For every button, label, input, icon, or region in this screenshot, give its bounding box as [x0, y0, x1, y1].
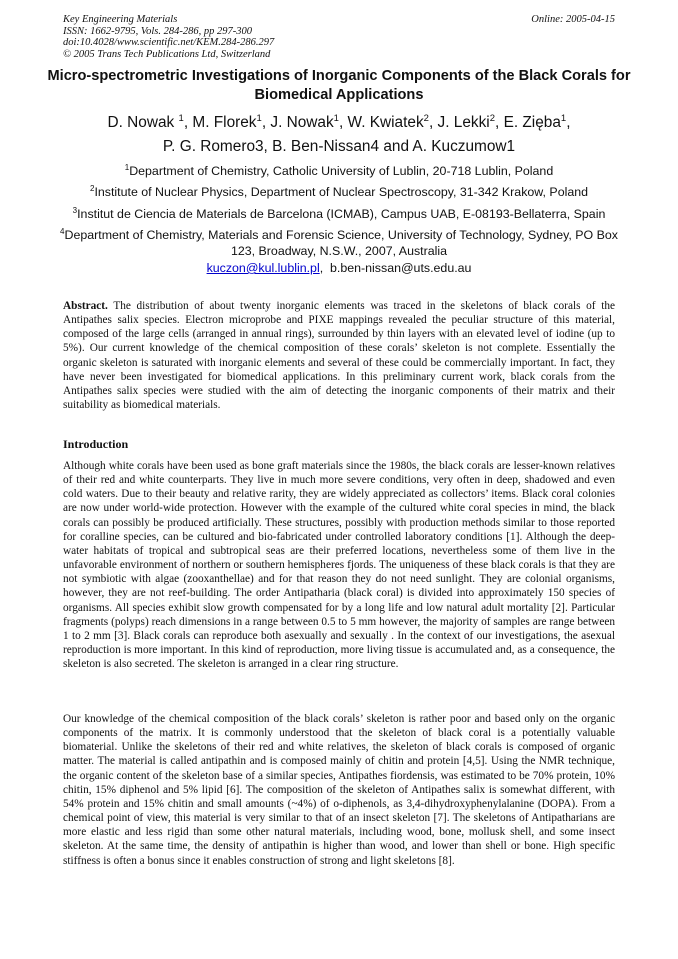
author-affiliation-mark: 2: [489, 113, 495, 124]
author-separator: ,: [261, 114, 271, 132]
abstract-label: Abstract.: [63, 300, 108, 312]
paper-title: Micro-spectrometric Investigations of Inorganic Components of the Black Corals for Biomedical Applications: [47, 68, 631, 103]
introduction-paragraph-1: Although white corals have been used as bone graft materials since the 1980s, the black corals are lesser-known relatives of their red and white counterparts. They live in much more severe conditions, very often in deep, shadowed and even cold waters. Due to their beauty and relative rarity, they are widely appreciated as collectors’ items. Black coral colonies are now under world-wide protection. However with the example of the cultured white coral species in mind, the black corals can possibly be produced artificially. These structures, possibly with production methods similar to those reported for coralline species, can be cultured and bio-fabricated under controlled laboratory conditions [1]. Although the deep-water habitats of tropical and subtropical seas are their preferred locations, nevertheless some of them live in the unfavorable environment of northern or southern hemispheres fjords. The uniqueness of these black corals is that they are not symbiotic with algae (zooxanthellae) and for that reason they do not need sunlight. They are colonial organisms, however, they are not reef-building. The order Antipatharia (black coral) is divided into approximately 150 species of organisms. All species exhibit slow growth compensated for by a long life and low natural adult mortality [2]. Particular fragments (polyps) reach dimensions in a range between 0.5 to 5 mm however, the majority of samples are range between 1 to 2 mm [3]. Black corals can reproduce both asexually and sexually . In the context of our investigations, the asexual reproduction is more important. In this kind of reproduction, more living tissue is accumulated and, as a consequence, the skeleton is also secreted. The skeleton is arranged in a clear ring structure.: [63, 460, 615, 671]
journal-name: Key Engineering Materials: [63, 14, 178, 25]
abstract-text: The distribution of about twenty inorganic elements was traced in the skeletons of black corals of the Antipathes salix species. Electron microprobe and PIXE mappings revealed the peculiar structure of this material, composed of the large cells (arranged in annual rings), surrounded by thin layers with an elevated level of iodine (up to 5%). Our current knowledge of the chemical composition of these corals’ skeleton is not complete. Essentially the organic skeleton is saturated with inorganic elements and several of these could be commercially important. In fact, they have never been investigated for biomedical applications. In this preliminary current work, black corals from the Antipathes salix species were studied with the aim of detecting the inorganic components of their matrix and their suitability as biomedical materials.: [63, 300, 615, 412]
doi-line: doi:10.4028/www.scientific.net/KEM.284-286.297: [63, 37, 275, 49]
author-separator: ,: [428, 114, 438, 132]
author-separator: ,: [183, 114, 193, 132]
affiliation-4: [60, 224, 618, 259]
affiliation-number: 1: [124, 163, 130, 172]
affiliation-text: Department of Chemistry, Materials and Forensic Science, University of Technology, Sydney, PO Box 123, Broadway, N.S.W., 2007, Australia: [64, 228, 618, 258]
journal-header: [63, 14, 615, 60]
author-name: J. Nowak: [270, 114, 334, 132]
introduction-paragraph-2: Our knowledge of the chemical composition of the black corals’ skeleton is rather poor and based only on the organic components of the matrix. It is commonly understood that the skeleton of black coral is a potentially valuable biomaterial. Unlike the skeletons of their red and white relatives, the skeleton of black corals is composed of organic matter. The material is called antipathin and is composed mainly of chitin and protein [4,5]. Using the NMR technique, the organic content of the skeleton base of a similar species, Antipathes fiordensis, was estimated to be 70% protein, 10% chitin, 15% diphenol and 5% lipid [6]. The composition of the skeleton of Antipathes salix is somewhat different, with 54% protein and 15% chitin and small amounts (~4%) of o-diphenols, as 3,4-dihydroxyphenylalanine (DOPA). From a chemical point of view, this material is very similar to that of an insect skeleton [7]. The skeletons of Antipatharians are more elastic and less rigid than some other natural materials, including wood, bone, mollusk shell, and some insect skeleton. At the same time, the density of antipathin is higher than wood, and lower than shell or bone. High specific stiffness is often a bonus since it enables construction of strong and light skeletons [8].: [63, 713, 615, 867]
email-link-kuczon[interactable]: kuczon@kul.lublin.pl: [206, 261, 320, 275]
affiliation-number: 4: [60, 227, 65, 236]
affiliation-text: Institut de Ciencia de Materials de Barcelona (ICMAB), Campus UAB, E-08193-Bellaterra, Spain: [77, 207, 606, 222]
abstract: [63, 299, 615, 412]
author-line-2: P. G. Romero3, B. Ben-Nissan4 and A. Kuczumow1: [162, 138, 516, 156]
contact-emails: [40, 261, 638, 275]
author-affiliation-mark: 1: [178, 113, 184, 124]
online-date: Online: 2005-04-15: [531, 14, 615, 25]
affiliation-text: Institute of Nuclear Physics, Department of Nuclear Spectroscopy, 31-342 Krakow, Poland: [94, 185, 589, 200]
author-name: W. Kwiatek: [347, 114, 424, 132]
author-separator: ,: [338, 114, 348, 132]
email-ben-nissan: b.ben-nissan@uts.edu.au: [330, 261, 472, 275]
author-name: M. Florek: [192, 114, 257, 132]
author-name: J. Lekki: [437, 114, 490, 132]
email-separator: ,: [319, 261, 331, 275]
author-name: E. Zięba: [503, 114, 561, 132]
affiliation-text: Department of Chemistry, Catholic University of Lublin, 20-718 Lublin, Poland: [129, 164, 554, 179]
affiliation-1: [60, 160, 618, 180]
affiliation-number: 3: [72, 206, 78, 215]
author-affiliation-mark: 1: [560, 113, 567, 124]
author-separator: ,: [566, 114, 571, 132]
affiliation-2: [60, 181, 618, 201]
affiliation-number: 2: [89, 184, 95, 193]
author-affiliation-mark: 1: [256, 113, 262, 124]
author-line-1: [40, 107, 638, 135]
author-affiliation-mark: 1: [333, 113, 339, 124]
affiliation-3: [60, 203, 618, 223]
author-list: [40, 107, 638, 159]
author-name: D. Nowak: [107, 114, 179, 132]
copyright-line: © 2005 Trans Tech Publications Ltd, Switzerland: [63, 48, 271, 60]
author-separator: ,: [495, 114, 504, 132]
introduction-heading: Introduction: [63, 437, 129, 451]
author-affiliation-mark: 2: [423, 113, 429, 124]
issn-line: ISSN: 1662-9795, Vols. 284-286, pp 297-300: [63, 25, 252, 37]
